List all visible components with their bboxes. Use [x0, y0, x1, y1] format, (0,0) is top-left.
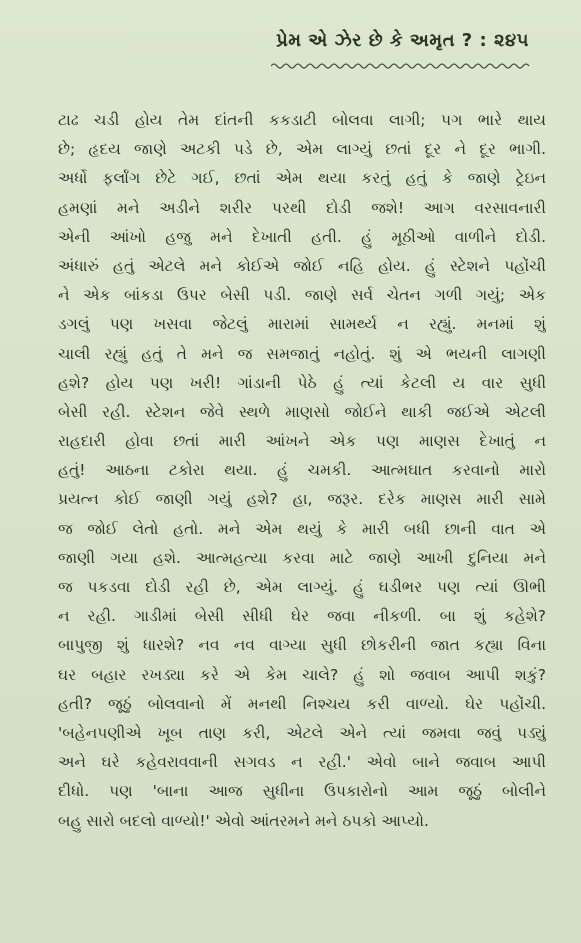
text-line: હશે? હોય પણ ખરી! ગાંડાની પેઠે હું ત્યાં કેટલી ય વાર સુધી [58, 373, 546, 392]
text-line: ન રહી. ગાડીમાં બેસી સીધી ઘેર જવા નીકળી. બા શું કહેશે? [58, 607, 546, 626]
text-line: ડગલું પણ ખસવા જેટલું મારામાં સામર્થ્ય ન રહ્યું. મનમાં શું [58, 315, 546, 334]
text-line: ને એક બાંકડા ઉપર બેસી પડી. જાણે સર્વ ચેતન ગળી ગયું; એક [58, 286, 546, 305]
text-line: અર્ધો ફર્લાંગ છેટે ગઈ, છતાં એમ થયા કરતું હતું કે જાણે ટ્રેઇન [58, 169, 546, 188]
text-line: ઘર બહાર રખડ્યા કરે એ કેમ ચાલે? હું શો જવાબ આપી શકું? [58, 665, 546, 684]
text-line: ટાઢ ચડી હોય તેમ દાંતની કકડાટી બોલવા લાગી; પગ ભારે થાય [58, 111, 546, 129]
text-line: દીધો. પણ 'બાના આજ સુધીના ઉપકારોનો આમ જૂઠું બોલીને [58, 782, 546, 801]
text-line: હતી? જૂઠું બોલવાનો મેં મનથી નિશ્ચય કરી વાળ્યો. ઘેર પહોંચી. [58, 694, 546, 713]
text-line: હતું! આઠના ટકોરા થયા. હું ચમકી. આત્મઘાત કરવાનો મારો [58, 461, 546, 480]
text-line: જ પકડવા દોડી રહી છે, એમ લાગ્યું. હું ઘડીભર પણ ત્યાં ઊભી [58, 578, 546, 596]
text-line: અને ઘરે કહેવરાવવાની સગવડ ન રહી.' એવો બાને જવાબ આપી [58, 753, 546, 772]
text-line: જ જોઈ લેતો હતો. મને એમ થયું કે મારી બધી છાની વાત એ [58, 519, 546, 538]
text-line: હમણાં મને અડીને શરીર પરથી દોડી જશે! આગ વરસાવનારી [58, 198, 546, 217]
text-line: બાપુજી શું ધારશે? નવ નવ વાગ્યા સુધી છોકરીની જાત કહ્યા વિના [58, 636, 546, 655]
text-line: જાણી ગયા હશે. આત્મહત્યા કરવા માટે જાણે આખી દુનિયા મને [58, 548, 546, 567]
wavy-rule [271, 62, 531, 70]
text-line: 'બહેનપણીએ ખૂબ તાણ કરી, એટલે એને ત્યાં જમવા જવું પડ્યું [58, 723, 546, 742]
text-line: પ્રયત્ન કોઈ જાણી ગયું હશે? હા, જરૂર. દરેક માણસ મારી સામે [58, 490, 546, 509]
text-line: ચાલી રહ્યું હતું તે મને જ સમજાતું નહોતું. શું એ ભયની લાગણી [58, 344, 546, 363]
text-line: બહુ સારો બદલો વાળ્યો!' એવો આંતરમને મને ઠપકો આપ્યો. [58, 811, 429, 830]
body-text [58, 106, 546, 836]
text-line: બેસી રહી. સ્ટેશન જેવે સ્થળે માણસો જોઈને થાકી જઈએ એટલી [58, 402, 546, 421]
text-line: છે; હૃદય જાણે અટકી પડે છે, એમ લાગ્યું છતાં દૂર ને દૂર ભાગી. [58, 140, 546, 159]
text-line: રાહદારી હોવા છતાં મારી આંખને એક પણ માણસ દેખાતું ન [58, 432, 546, 451]
text-line: એની આંખો હજુ મને દેખાતી હતી. હું મૂઠીઓ વાળીને દોડી. [58, 227, 546, 246]
running-head: પ્રેમ એ ઝેર છે કે અમૃત ? : ૨૪૫ [276, 30, 529, 51]
text-line: અંધારું હતું એટલે મને કોઈએ જોઈ નહિ હોય. હું સ્ટેશને પહોંચી [58, 256, 546, 275]
